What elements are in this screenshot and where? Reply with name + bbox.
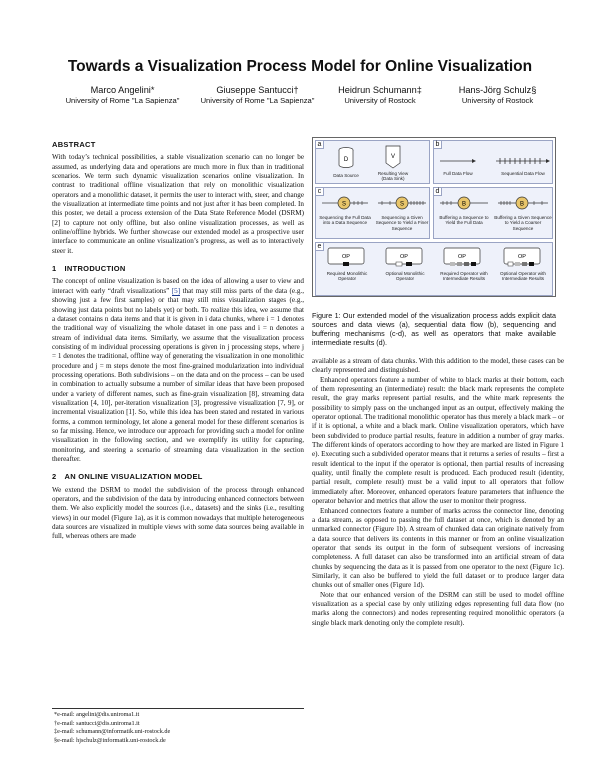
section-heading-2 [52,472,304,481]
data-flow-arrows [434,141,554,185]
label-req-mono: Required Monolithic Operator [326,271,368,282]
figure-1 [312,137,556,297]
label-opt-inter: Optional Operator with Intermediate Results [500,271,546,282]
svg-text:S: S [341,201,347,208]
label-data-source: Data Source [333,173,359,178]
section-title: INTRODUCTION [64,264,126,274]
right-column [312,357,564,628]
section-2-paragraph [52,486,304,542]
section-number: 2 [52,472,57,482]
label-opt-mono: Optional Monolithic Operator [385,271,425,282]
footnote: †e-mail: santucci@dis.uniroma1.it [54,719,140,727]
label-buf-full: Buffering a Sequence to Yield the Full Data [439,215,489,226]
panel-d [433,187,553,239]
label-seq-given: Sequencing a Given Sequence to Yield a Finer Sequence [375,215,429,231]
view-icon-letter: V [390,154,396,160]
paragraph-text: We extend the DSRM to model the subdivision of the process through enhanced operators, and the subdivision of the data by introducing enhanced connectors between them. We also explicitly model the sources (i.e., datasets) and the sinks (i.e., resulting views) in our model (Figure 1a), as it is common nowadays that multiple heterogeneous data sources are visualized in multiple views with some data sources being available in full, whereas others are made [52,485,304,541]
label-req-inter: Required Operator with Intermediate Results [440,271,488,282]
author-name: Marco Angelini* [90,85,155,95]
label-full-data-flow: Full Data Flow [443,171,473,176]
label-sequential-data-flow: Sequential Data Flow [501,171,545,176]
panel-e [315,242,553,296]
footnote: §e-mail: hjschulz@informatik.uni-rostock.de [54,736,166,744]
right-paragraph: Enhanced operators feature a number of white to black marks at their bottom, each of them representing an (intermediate) result: the black mark represents the complete result, the gray marks represent partial results, and the white mark represents the possibility to simply pass on the unchanged input as an output, effectively making the operator optional. The traditional monolithic operator has thus merely a black mark – or if it is optional, a white and a black mark. Online visualization operators, which have been subdivided to produce partial results, feature in addition a number of gray marks. The different kinds of operators according to how they are marked are listed in Figure 1 e). Executing such a subdivided operator means that it returns a series of results – first a result identical to the input if the operator is optional, then partial results of increasing quality, until finally the complete result is produced. Each produced result (identity, partial result, complete result) must be a valid input to all operators that follow immediately after. Moreover, enhanced operators feature parameters that influence the operator behavior and metrics that allow the user to monitor their progress. [312,375,564,506]
svg-text:OP: OP [342,254,350,260]
panel-label: a [315,140,324,149]
author-affiliation: University of Rostock [344,96,416,105]
panel-label: e [315,242,324,251]
author-block [0,85,600,111]
svg-text:B: B [519,201,525,208]
section-number: 1 [52,264,57,274]
right-paragraph: Note that our enhanced version of the DSRM can still be used to model offline visualization as a special case by only utilizing edges representing full data flow (no marks along the connectors) and nodes representing required monolithic operators (a single black mark denoting only the complete result). [312,590,564,627]
left-column [52,140,304,542]
author-2 [195,85,320,105]
label-seq-full: Sequencing the Full Data into a Data Sequence [319,215,371,226]
operator-icons [316,243,554,297]
label-buf-given: Buffering a Given Sequence to Yield a Coarser Sequence [494,215,552,231]
svg-text:OP: OP [400,254,408,260]
author-name: Heidrun Schumann‡ [338,85,422,95]
author-name: Hans-Jörg Schulz§ [458,85,537,95]
buffering-icons [434,188,554,240]
data-icon-letter: D [343,157,349,163]
right-paragraph: Enhanced connectors feature a number of marks across the connector line, denoting a data stream, as opposed to passing the full dataset at once, which is denoted by an unmarked connector (Figure 1b). A stream of chunked data can originate natively from a data source that delivers its contents in this manner or from an online visualization operator that sends its output in the form of subsequent versions of increasing completeness. A full dataset can also be transformed into an artificial stream of data chunks by sequencing the data as it is passed from one operator to the next (Figure 1c). Similarly, it can also be buffered to yield the full dataset or to produce larger data chunks out of smaller ones (Figure 1d). [312,506,564,590]
footnote: ‡e-mail: schumann@informatik.uni-rostock.de [54,728,171,736]
paragraph-text: The concept of online visualization is based on the idea of allowing a user to view and interact with early “draft visualizations” [52,277,304,295]
abstract-heading [52,140,304,149]
footnote: *e-mail: angelini@dis.uniroma1.it [54,711,140,718]
author-3 [325,85,435,105]
panel-label: b [433,140,442,149]
panel-c [315,187,430,239]
figure-caption: Figure 1: Our extended model of the visualization process adds explicit data sources and data views (a), sequential data flow (b), sequencing and buffering mechanisms (c-d), as well as operators that make available intermediate results (d). [312,312,556,347]
author-name: Giuseppe Santucci† [216,85,299,95]
author-affiliation: University of Rome "La Sapienza" [200,96,315,105]
author-affiliation: University of Rome "La Sapienza" [65,96,180,105]
sequencing-icons [316,188,431,240]
right-paragraph: available as a stream of data chunks. With this addition to the model, these cases can be clearly represented and distinguished. [312,357,564,375]
section-title: AN ONLINE VISUALIZATION MODEL [64,472,203,482]
svg-text:B: B [461,201,467,208]
author-1 [60,85,185,105]
author-affiliation: University of Rostock [461,96,534,105]
panel-b [433,140,553,184]
abstract-heading-text: ABSTRACT [52,140,96,149]
svg-text:OP: OP [458,254,466,260]
paragraph-text: that may still miss parts of the data (e.g., showing just a few first samples) or that may still miss visualization stages (e.g., showing just data points but no labels yet) or both. To realize this idea, we assume that a dataset contains n data items and that it is given in i data chunks, where i = 1 denotes the traditional way of visualizing the whole dataset in one pass and i = n denotes a stream of individual data items. Similarly, we assume that the visualization process consisting of m individual processing operations is given in j processing steps, where j = 1 denotes the traditional, offline way of generating the visualization in one monolithic procedure and j = m steps denote the most fine-grained modularization into individual processing operations. Both subdivisions – on the data and on the process – can be used in combination to actually subsume a number of similar ideas that have been proposed under a variety of different names, such as fine-grain visualization [8], streaming data visualization [4, 10], per-iteration visualization [3], progressive visualization [7, 9], or incremental visualization [1]. So, while this idea has been stated and restated in various forms, a common terminology, let alone a general model for these different scenarios is so far missing. Hence, we introduce our approach for providing such a model for online visualization in the following section, and we exemplify its utility for capturing, monitoring, and steering a scenario of streaming data visualization in the section thereafter. [52,286,305,463]
svg-text:OP: OP [518,254,526,260]
section-1-paragraph [52,277,304,464]
citation-link[interactable]: [5] [171,286,181,295]
panel-label: c [315,187,324,196]
abstract-text: With today’s technical possibilities, a stable visualization scenario can no longer be assumed, as underlying data and operations are much more in flux than in traditional scenarios. We term such dynamic visualization scenarios online visualization. In contrast to traditional offline visualization that rely on monolithic visualization operators and a monolithic dataset, it permits the user to interact with, steer, and change the visualization at intermediate time points and not just after it has been completed. In this poster, we detail a process extension of the Data State Reference Model (DSRM) [2] to capture not only offline, but also online visualization processes, as well as online/offline hybrids. We further showcase our extended model as a prospective user interface to communicate an online visualization’s progress, as well as to interactively steer it. [52,153,304,255]
label-resulting-view: Resulting View (Data Sink) [377,171,409,182]
svg-text:S: S [399,201,405,208]
panel-label: d [433,187,442,196]
panel-a [315,140,430,184]
footnotes [52,708,304,745]
author-4 [440,85,555,105]
paper-title: Towards a Visualization Process Model for Online Visualization [67,58,533,75]
section-heading-1 [52,264,304,273]
